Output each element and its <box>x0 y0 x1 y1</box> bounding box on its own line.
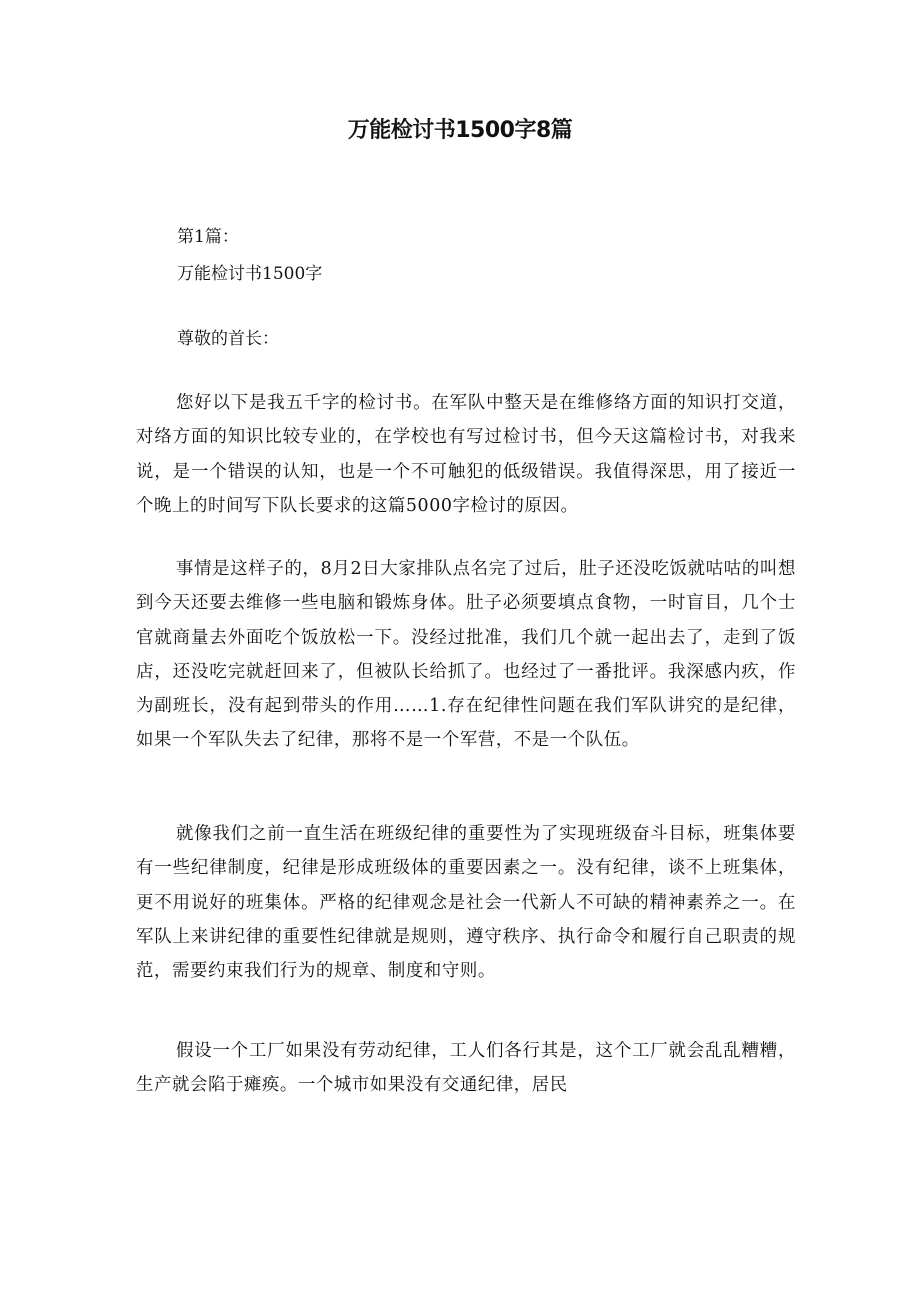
body-paragraph: 事情是这样子的，8月2日大家排队点名完了过后，肚子还没吃饭就咕咕的叫想到今天还要去维修一些电脑和锻炼身体。肚子必须要填点食物，一时盲目，几个士官就商量去外面吃个饭放松一下。没经过批准，我们几个就一起出去了，走到了饭店，还没吃完就赶回来了，但被队长给抓了。也经过了一番批评。我深感内疚，作为副班长，没有起到带头的作用……1.存在纪律性问题在我们军队讲究的是纪律，如果一个军队失去了纪律，那将不是一个军营，不是一个队伍。 <box>136 559 796 751</box>
body-paragraph: 假设一个工厂如果没有劳动纪律，工人们各行其是，这个工厂就会乱乱糟糟，生产就会陷于瘫痪。一个城市如果没有交通纪律，居民 <box>136 1041 796 1096</box>
section-subtitle: 万能检讨书1500字 <box>177 264 323 284</box>
document-title: 万能检讨书1500字8篇 <box>347 118 573 143</box>
body-paragraph: 您好以下是我五千字的检讨书。在军队中整天是在维修络方面的知识打交道，对络方面的知识比较专业的，在学校也有写过检讨书，但今天这篇检讨书，对我来说，是一个错误的认知，也是一个不可触犯的低级错误。我值得深思，用了接近一个晚上的时间写下队长要求的这篇5000字检讨的原因。 <box>136 393 796 516</box>
section-label: 第1篇： <box>177 227 239 247</box>
salutation: 尊敬的首长： <box>177 329 279 349</box>
body-paragraph: 就像我们之前一直生活在班级纪律的重要性为了实现班级奋斗目标，班集体要有一些纪律制度，纪律是形成班级体的重要因素之一。没有纪律，谈不上班集体，更不用说好的班集体。严格的纪律观念是社会一代新人不可缺的精神素养之一。在军队上来讲纪律的重要性纪律就是规则，遵守秩序、执行命令和履行自己职责的规范，需要约束我们行为的规章、制度和守则。 <box>136 824 796 982</box>
